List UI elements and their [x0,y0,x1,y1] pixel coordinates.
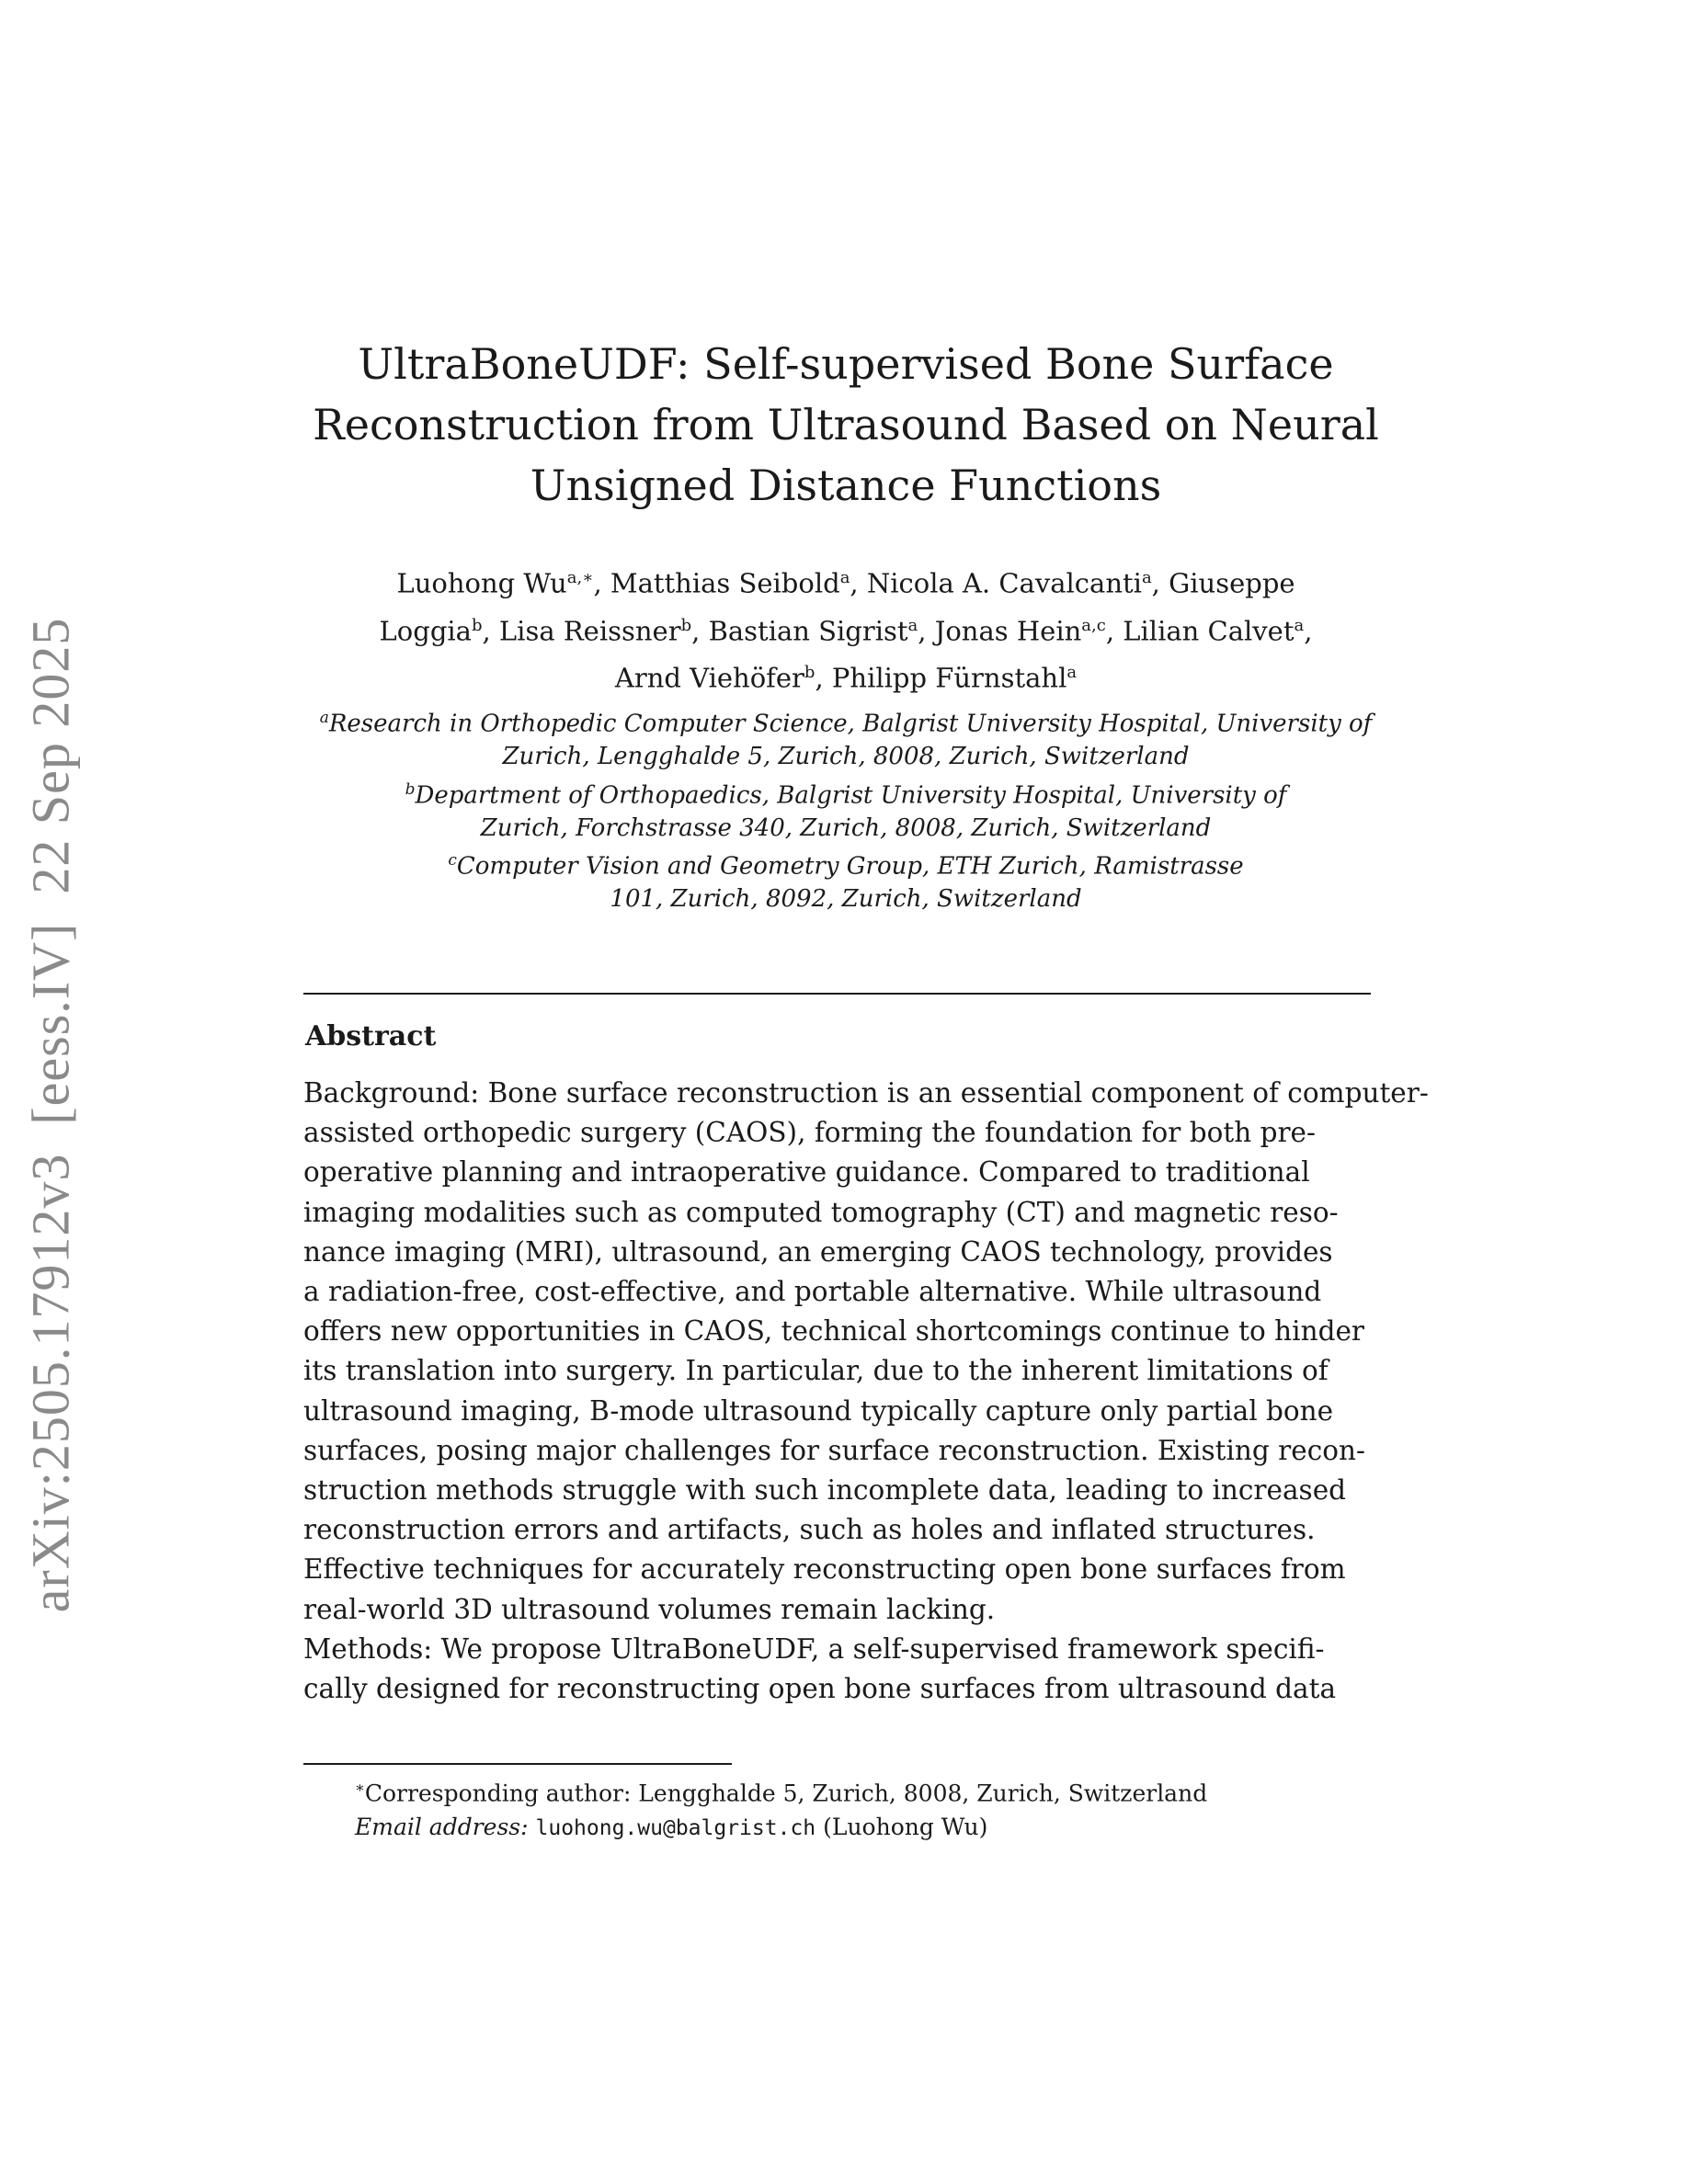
author-line: Loggia$^b$, Lisa Reissner$^b$, Bastian Sigrist$^a$, Jonas Hein$^{a,c}$, Lilian Calvet$^a$, [379,615,1313,647]
abstract-line: imaging modalities such as computed tomography (CT) and magnetic reso- [303,1196,1339,1228]
affiliation-line: 101, Zurich, 8092, Zurich, Switzerland [610,885,1082,914]
abstract-line: Effective techniques for accurately reconstructing open bone surfaces from [303,1553,1346,1586]
author-name: Bastian Sigrist [708,615,908,647]
footnote-divider [303,1763,732,1765]
author-name: Nicola A. Cavalcanti [866,567,1142,599]
author-name: Luohong Wu [396,567,567,599]
author-sup: a [1141,568,1152,587]
author-sup: a [1066,663,1078,683]
abstract-line: real-world 3D ultrasound volumes remain lacking. [303,1593,996,1625]
affiliation-text: Research in Orthopedic Computer Science, Balgrist University Hospital, University of [328,710,1373,738]
footnote-line [355,1810,1366,1846]
paper-title [303,334,1388,516]
affiliation-line [303,774,1388,813]
affiliation-text: Department of Orthopaedics, Balgrist University Hospital, University of [415,781,1287,810]
author-sup: a,∗ [566,568,594,587]
email-label: Email address: [355,1814,529,1841]
author-name: Lisa Reissner [498,615,681,647]
affiliation-line: Zurich, Forchstrasse 340, Zurich, 8008, Zurich, Switzerland [480,813,1212,842]
affiliation-line [303,702,1388,741]
abstract-line: its translation into surgery. In particular, due to the inherent limitations of [303,1355,1329,1387]
abstract-line: operative planning and intraoperative guidance. Compared to traditional [303,1156,1310,1189]
affiliation-list [303,702,1388,916]
abstract-line: surfaces, posing major challenges for surface reconstruction. Existing recon- [303,1434,1365,1466]
abstract-line: Background: Bone surface reconstruction is an essential component of computer- [303,1077,1429,1109]
abstract-line: struction methods struggle with such incomplete data, leading to increased [303,1474,1347,1507]
footnote-text: Corresponding author: Lengghalde 5, Zurich, 8008, Zurich, Switzerland [364,1780,1208,1807]
affiliation-line: Zurich, Lengghalde 5, Zurich, 8008, Zurich, Switzerland [502,743,1190,771]
abstract-line: nance imaging (MRI), ultrasound, an emerging CAOS technology, provides [303,1235,1333,1268]
footnote-marker: ∗ [355,1779,365,1796]
affiliation-line [303,845,1388,883]
author-name: Giuseppe [1169,567,1295,599]
arxiv-stamp [0,0,101,2184]
author-line: Arnd Viehöfer$^b$, Philipp Fürnstahl$^a$ [614,662,1078,694]
abstract-line: cally designed for reconstructing open bone surfaces from ultrasound data [303,1673,1337,1705]
footnote-line [355,1770,1366,1810]
author-sup: b [804,663,815,683]
abstract-line: a radiation-free, cost-effective, and portable alternative. While ultrasound [303,1276,1322,1308]
author-name: Loggia [379,615,472,647]
author-sup: a,c [1081,615,1106,635]
author-name: Matthias Seibold [610,567,840,599]
affiliation-sup: b [405,779,416,799]
title-line: Reconstruction from Ultrasound Based on Neural [313,400,1379,449]
affiliation-sup: a [319,709,329,727]
abstract-line: Methods: We propose UltraBoneUDF, a self-supervised framework specifi- [303,1632,1325,1665]
abstract-body [303,1074,1429,1709]
author-line: Luohong $Wu^{a,∗}$, Matthias Seibold$^a$, Nicola A. Cavalcanti$^a$, Giuseppe [396,567,1295,599]
author-name: Lilian Calvet [1123,615,1295,647]
title-line: Unsigned Distance Functions [530,461,1162,510]
author-sup: a [839,568,850,587]
author-name: Jonas Hein [934,615,1082,647]
abstract-line: assisted orthopedic surgery (CAOS), forming the foundation for both pre- [303,1117,1316,1149]
abstract-heading: Abstract [305,1020,437,1052]
email-owner: (Luohong Wu) [823,1814,988,1841]
author-sup: a [1294,615,1305,635]
abstract-line: offers new opportunities in CAOS, technical shortcomings continue to hinder [303,1315,1365,1348]
author-sup: b [471,615,483,635]
email-link[interactable]: luohong.wu@balgrist.ch [535,1816,816,1841]
abstract-line: reconstruction errors and artifacts, such as holes and inflated structures. [303,1514,1316,1546]
footnote [355,1770,1366,1846]
author-name: Philipp Fürnstahl [831,662,1067,694]
affiliation-sup: c [448,851,457,870]
abstract-divider [303,993,1371,995]
title-line: UltraBoneUDF: Self-supervised Bone Surface [358,339,1334,389]
arxiv-category: [eess.IV] [20,922,81,1125]
author-sup: b [680,615,692,635]
abstract-line: ultrasound imaging, B-mode ultrasound typically capture only partial bone [303,1394,1334,1427]
author-list [303,557,1388,700]
author-sup: a [907,615,918,635]
arxiv-date: 22 Sep 2025 [20,617,81,894]
arxiv-id: arXiv:2505.17912v3 [20,1153,81,1613]
author-name: Arnd Viehöfer [614,662,804,694]
affiliation-text: Computer Vision and Geometry Group, ETH Zurich, Ramistrasse [456,852,1244,881]
arxiv-stamp-text [20,618,82,1613]
